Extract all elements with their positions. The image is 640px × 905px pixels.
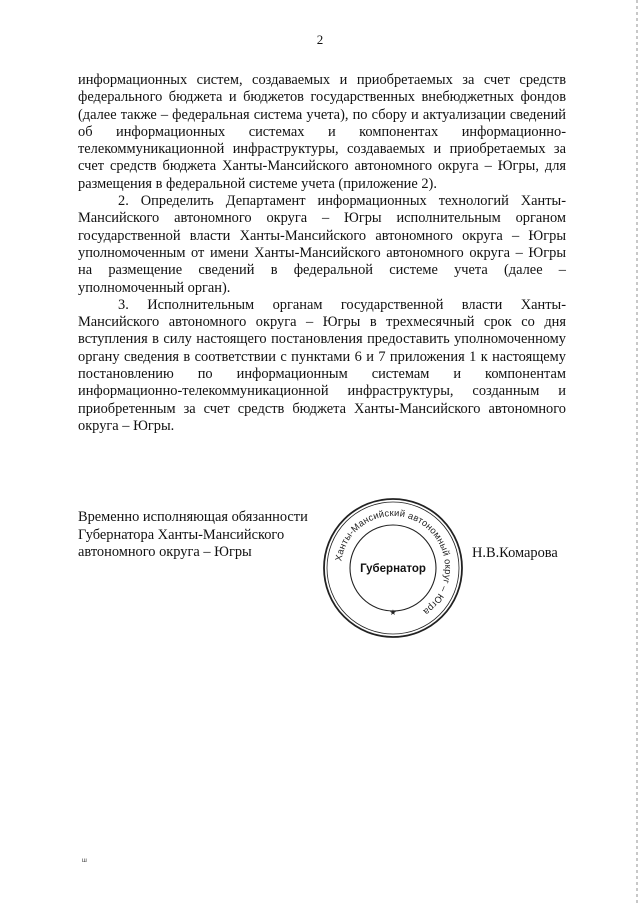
- footer-code: ш: [82, 858, 87, 864]
- stamp-center-text: Губернатор: [360, 563, 426, 575]
- stamp-ring-text: Ханты-Мансийский автономный округ – Югра: [332, 506, 455, 618]
- official-stamp: [322, 497, 464, 639]
- paragraph-2: 2. Определить Департамент информационных технологий Ханты-Мансийского автономного округа – Югры исполнительным органом государственной власти Ханты-Мансийского автономного округа – Югры уполномоченным от имени Ханты-Мансийского автономного округа – Югры на размещение сведений в федеральной системе учета (далее – уполномоченный орган).: [78, 193, 566, 296]
- signatory-line-1: Временно исполняющая обязанности: [78, 509, 308, 525]
- scan-edge-divider: [636, 0, 638, 905]
- signatory-line-2: Губернатора Ханты-Мансийского: [78, 526, 285, 543]
- signatory-position: [78, 509, 338, 562]
- signer-name: Н.В.Комарова: [472, 545, 558, 561]
- document-body: [78, 72, 566, 435]
- paragraph-1-continuation: информационных систем, создаваемых и приобретаемых за счет средств федерального бюджета и бюджетов государственных внебюджетных фондов (далее также – федеральная система учета), по сбору и актуализации сведений об информационных системах и компонентах информационно-телекоммуникационной инфраструктуры, создаваемых и приобретаемых за счет средств бюджета Ханты-Мансийского автономного округа – Югры, для размещения в федеральной системе учета (приложение 2).: [78, 72, 566, 192]
- paragraph-3: 3. Исполнительным органам государственной власти Ханты-Мансийского автономного округа – Югры в трехмесячный срок со дня вступления в силу настоящего постановления предоставить уполномоченному органу сведения в соответствии с пунктами 6 и 7 приложения 1 к настоящему постановлению по информационным системам и компонентам информационно-телекоммуникационной инфраструктуры, созданным и приобретенным за счет средств бюджета Ханты-Мансийского автономного округа – Югры.: [78, 296, 566, 434]
- stamp-star-icon: ★: [389, 608, 397, 617]
- signatory-line-3: автономного округа – Югры: [78, 544, 252, 560]
- page-number: 2: [316, 32, 324, 47]
